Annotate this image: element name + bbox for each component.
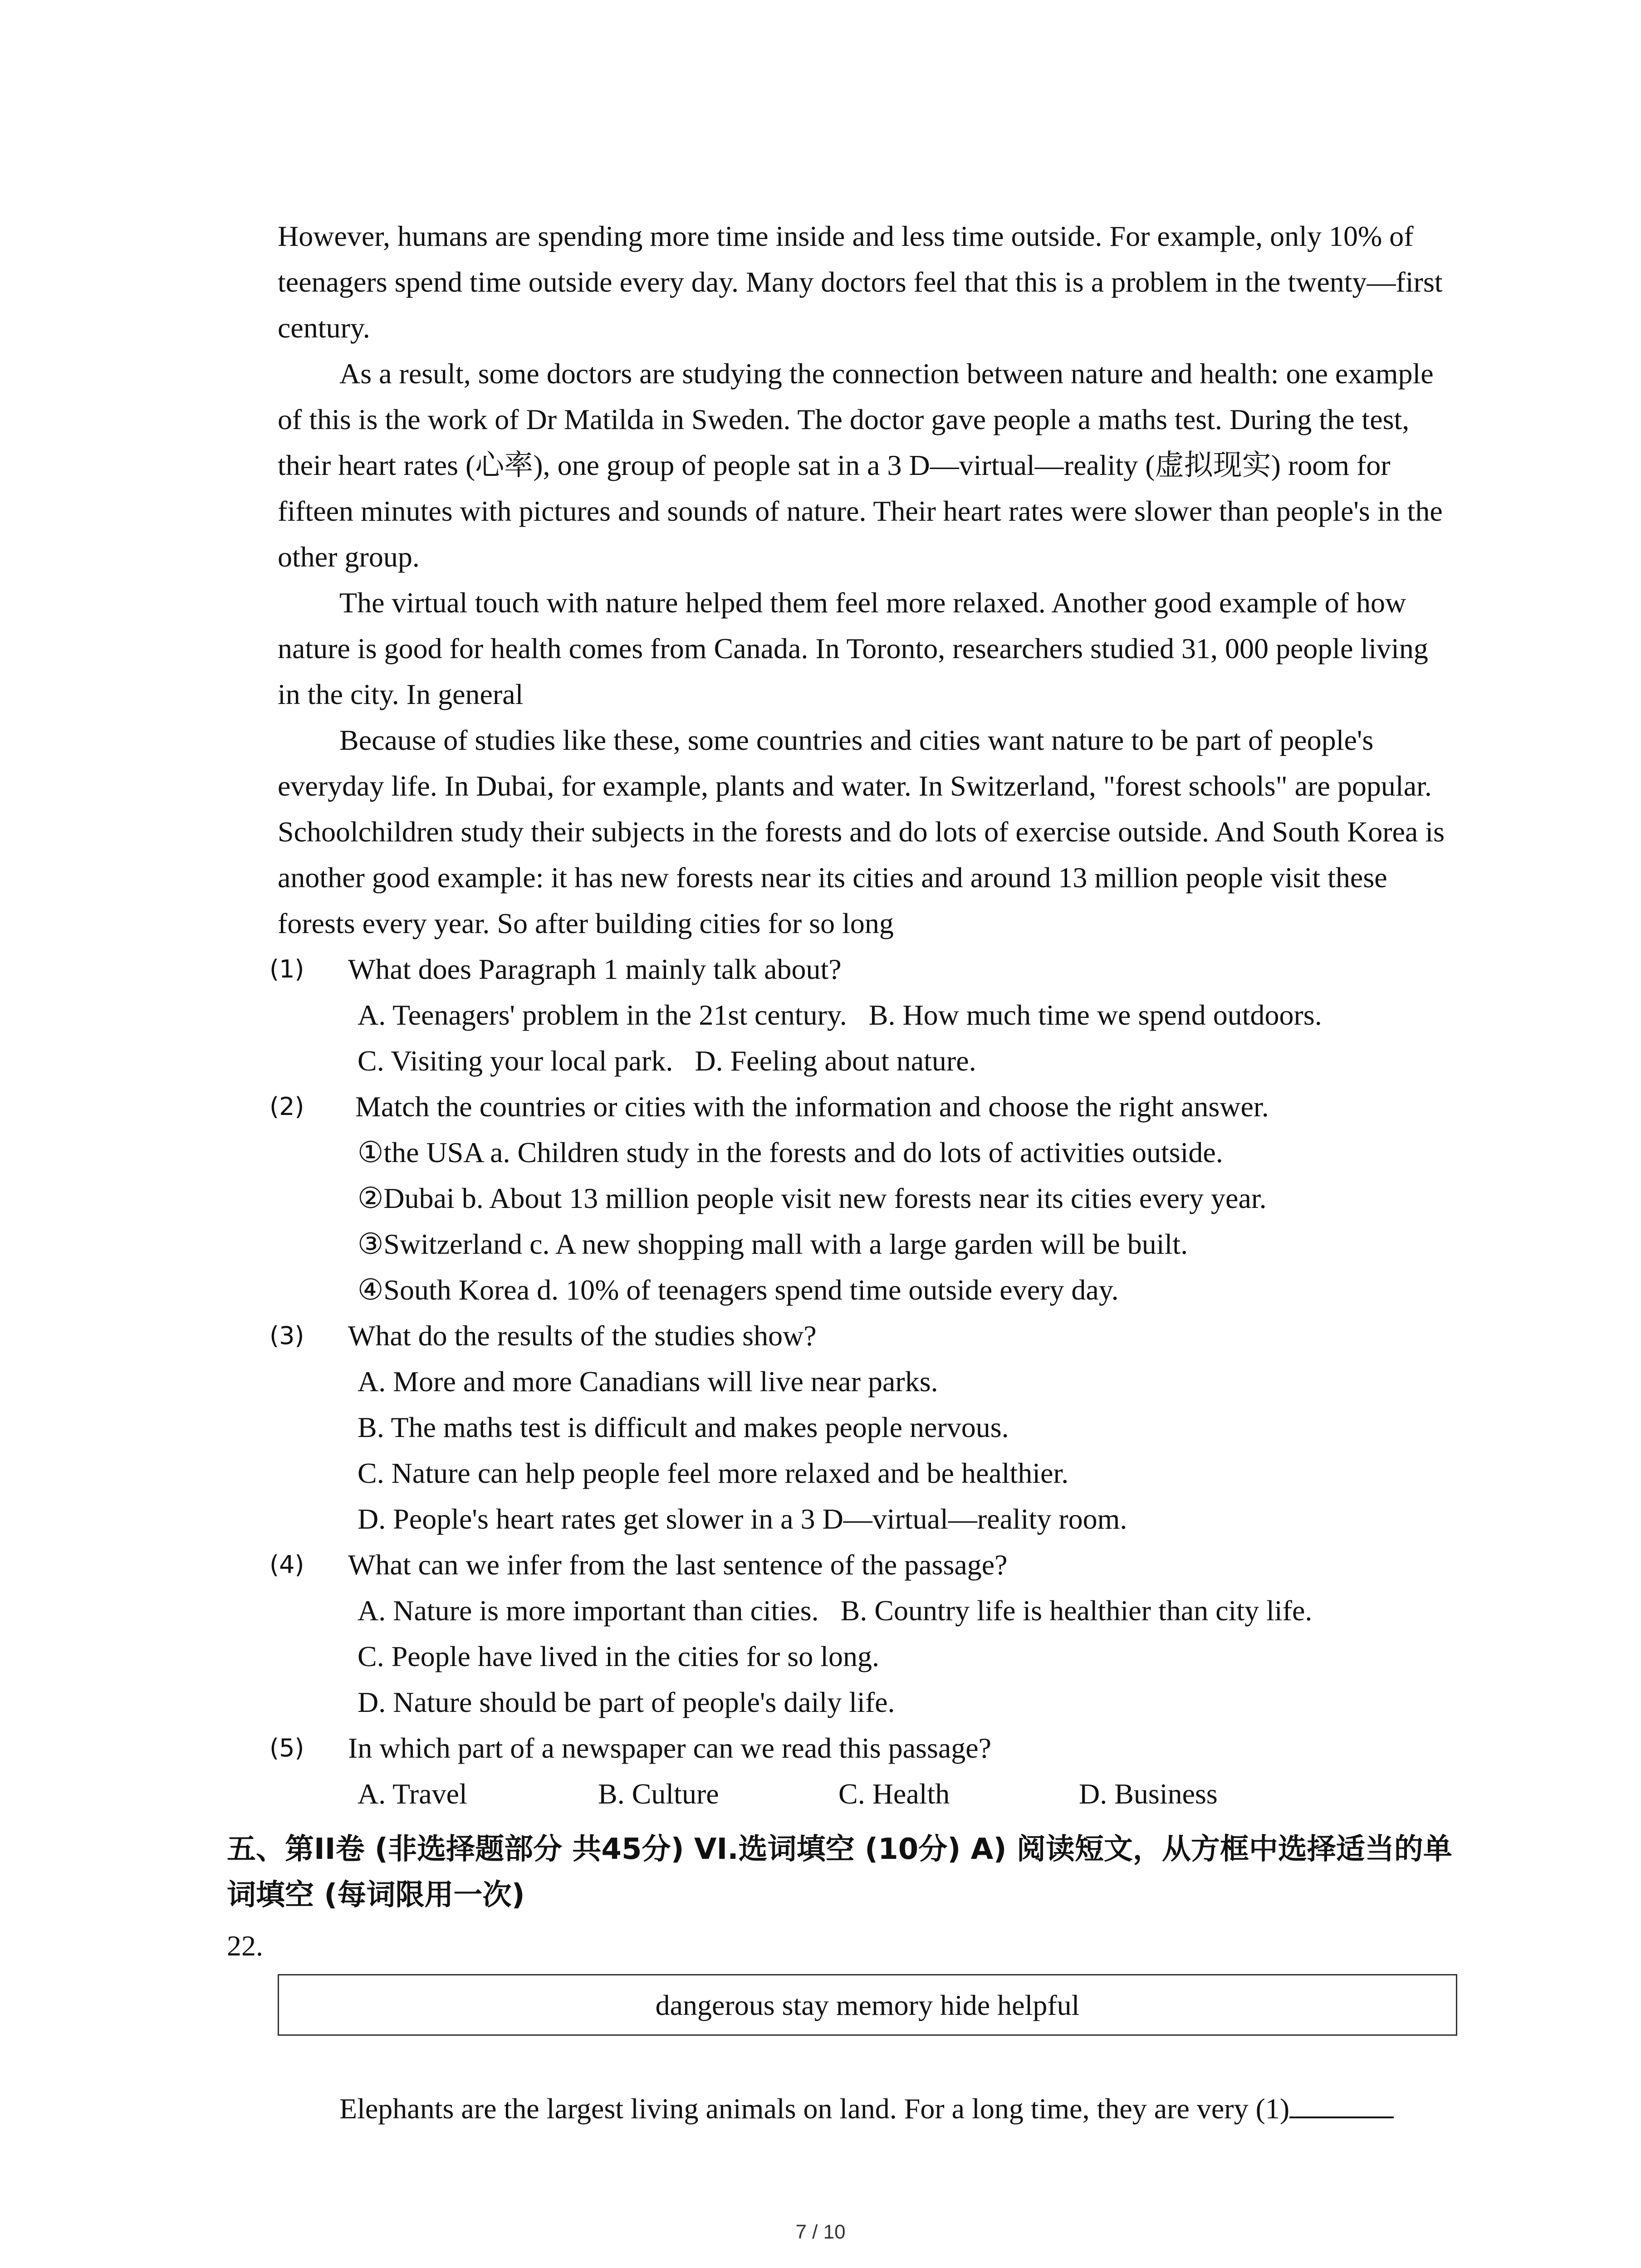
option-b: B. Culture	[598, 1778, 719, 1810]
question-1-option-line: C. Visiting your local park. D. Feeling about nature.	[358, 1045, 976, 1077]
question-4-option: C. People have lived in the cities for so long.	[358, 1640, 879, 1672]
question-3-option: D. People's heart rates get slower in a 3 D—virtual—reality room.	[358, 1503, 1127, 1535]
question-text: What do the results of the studies show?	[348, 1320, 817, 1352]
question-4-option-line: A. Nature is more important than cities. B. Country life is healthier than city life.	[358, 1594, 1313, 1627]
question-text: What can we infer from the last sentence of the passage?	[348, 1549, 1008, 1581]
word-box	[278, 1974, 1457, 2036]
page-number: 7 / 10	[795, 2221, 846, 2243]
passage-paragraph-1: However, humans are spending more time inside and less time outside. For example, only 10% of teenagers spend time outside every day. Many doctors feel that this is a problem in the twenty—first century.	[278, 220, 1443, 344]
question-number: (4)	[269, 1550, 304, 1579]
fill-blank-1[interactable]	[1289, 2089, 1394, 2118]
question-5-options	[278, 1771, 1457, 1817]
passage-paragraph-2: As a result, some doctors are studying the connection between nature and health: one example of this is the work of Dr Matilda in Sweden. The doctor gave people a maths test. During the test, their heart rates (心率), one group of people sat in a 3 D—virtual—reality (虚拟现实) room for fifteen minutes with pictures and sounds of nature. Their heart rates were slower than people's in the other group.	[278, 357, 1443, 573]
option-c: C. Health	[838, 1778, 950, 1810]
question-2-match-line: ①the USA a. Children study in the forests and do lots of activities outside.	[358, 1136, 1223, 1168]
question-22-label: 22.	[227, 1930, 263, 1962]
question-2-match-line: ③Switzerland c. A new shopping mall with a large garden will be built.	[358, 1228, 1188, 1260]
question-2	[269, 1084, 1457, 1129]
question-2-match-line: ②Dubai b. About 13 million people visit new forests near its cities every year.	[358, 1182, 1267, 1214]
question-5	[269, 1725, 1457, 1771]
option-a: A. Travel	[358, 1778, 467, 1810]
question-number: (3)	[269, 1321, 304, 1350]
question-number: (5)	[269, 1734, 304, 1762]
section-heading: 五、第II卷 (非选择题部分 共45分) VI.选词填空 (10分) A) 阅读短文，从方框中选择适当的单词填空 (每词限用一次)	[227, 1833, 1452, 1912]
question-text: What does Paragraph 1 mainly talk about?	[348, 953, 842, 985]
word-box-words: dangerous stay memory hide helpful	[655, 1989, 1080, 2021]
question-1-option-line: A. Teenagers' problem in the 21st century. B. How much time we spend outdoors.	[358, 999, 1322, 1031]
question-3-option: C. Nature can help people feel more relaxed and be healthier.	[358, 1457, 1069, 1489]
question-text: Match the countries or cities with the information and choose the right answer.	[348, 1090, 1269, 1123]
question-3	[269, 1313, 1457, 1359]
next-passage-text: Elephants are the largest living animals on land. For a long time, they are very (1)	[339, 2092, 1290, 2125]
question-4-option: D. Nature should be part of people's daily life.	[358, 1686, 895, 1718]
question-3-option: B. The maths test is difficult and makes people nervous.	[358, 1411, 1009, 1443]
page-content	[227, 213, 1457, 2131]
question-number: (2)	[269, 1092, 304, 1121]
question-4	[269, 1542, 1457, 1588]
next-passage-start	[278, 2086, 1457, 2131]
passage-paragraph-3: The virtual touch with nature helped them feel more relaxed. Another good example of how nature is good for health comes from Canada. In Toronto, researchers studied 31, 000 people living in the city. In general	[278, 587, 1428, 710]
question-3-option: A. More and more Canadians will live near parks.	[358, 1365, 938, 1398]
question-text: In which part of a newspaper can we read this passage?	[348, 1732, 992, 1764]
option-d: D. Business	[1079, 1778, 1218, 1810]
question-number: (1)	[269, 955, 304, 983]
question-1	[269, 946, 1457, 992]
passage-paragraph-4: Because of studies like these, some countries and cities want nature to be part of people's everyday life. In Dubai, for example, plants and water. In Switzerland, "forest schools" are popular. Schoolchildren study their subjects in the forests and do lots of exercise outside. And South Korea is another good example: it has new forests near its cities and around 13 million people visit these forests every year. So after building cities for so long	[278, 724, 1445, 939]
question-2-match-line: ④South Korea d. 10% of teenagers spend time outside every day.	[358, 1274, 1119, 1306]
